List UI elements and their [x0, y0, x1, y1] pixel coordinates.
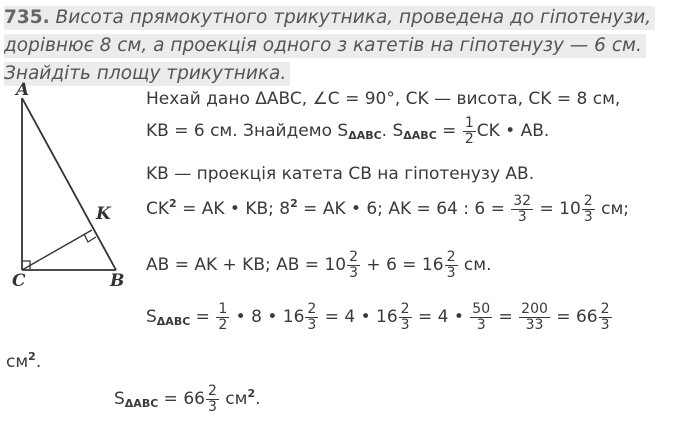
text-segment: . [35, 352, 42, 372]
fraction-numerator: 2 [400, 301, 410, 317]
fraction-denominator: 2 [218, 316, 228, 333]
text-segment: = 4 • 16 [319, 307, 398, 328]
fraction-denominator: 3 [207, 398, 217, 415]
solution-line-3: KB — проекція катета CB на гіпотенузу AB. [146, 164, 535, 184]
vertex-label-c: C [12, 271, 26, 291]
fraction [582, 194, 595, 224]
text-segment: = AK • 6; AK = 64 : 6 = [297, 199, 511, 220]
fraction-numerator: 1 [218, 301, 228, 317]
text-segment: AB = AK + KB; AB = 10 [146, 255, 347, 276]
fraction-denominator: 3 [517, 208, 527, 225]
subscript: ΔABC [156, 315, 191, 329]
text-segment: см [219, 389, 248, 410]
problem-number: 735. [4, 7, 50, 28]
fraction [463, 116, 476, 146]
solution-line-1: Нехай дано ΔABC, ∠C = 90°, CK — висота, CK = 8 см, [146, 89, 621, 109]
vertex-label-k: K [96, 204, 111, 224]
fraction [206, 384, 219, 414]
fraction-numerator: 2 [207, 383, 217, 399]
text-segment: S [146, 307, 157, 328]
text-segment: + 6 = 16 [361, 255, 444, 276]
superscript: 2 [247, 387, 256, 401]
superscript: 2 [169, 197, 177, 211]
fraction-denominator: 3 [307, 316, 317, 333]
fraction-numerator: 32 [513, 193, 532, 209]
text-segment: CK • AB. [476, 121, 550, 142]
text-segment: . [255, 389, 261, 410]
text-segment: см [6, 352, 29, 372]
fraction-denominator: 3 [476, 316, 486, 333]
fraction-denominator: 3 [600, 316, 610, 333]
subscript: ΔABC [348, 129, 382, 143]
text-segment: CK [146, 199, 170, 220]
text-segment: KB = 6 см. Знайдемо S [146, 121, 349, 142]
solution-line-8 [114, 384, 261, 414]
fraction-denominator: 2 [464, 130, 474, 147]
text-segment: = AK • KB; 8 [176, 199, 291, 220]
fraction-numerator: 2 [349, 249, 359, 265]
fraction [470, 302, 492, 332]
text-segment: = [436, 121, 462, 142]
fraction-numerator: 2 [307, 301, 317, 317]
problem-line-3: Знайдіть площу трикутника. [4, 62, 290, 86]
text-segment: = 66 [550, 307, 598, 328]
fraction [305, 302, 318, 332]
superscript: 2 [28, 350, 36, 363]
solution-line-2 [146, 116, 549, 146]
superscript: 2 [290, 197, 298, 211]
text-segment: см; [595, 199, 629, 220]
text-segment: • 8 • 16 [230, 307, 305, 328]
right-angle-mark-k [84, 234, 96, 242]
fraction-denominator: 3 [349, 264, 359, 281]
fraction [519, 302, 550, 332]
fraction [399, 302, 412, 332]
solution-line-4 [146, 194, 629, 224]
side-ab [22, 98, 116, 270]
text-segment: = 10 [534, 199, 581, 220]
triangle-diagram [8, 84, 138, 294]
problem-line-1 [4, 6, 655, 30]
fraction [347, 250, 360, 280]
fraction [511, 194, 533, 224]
fraction [445, 250, 458, 280]
text-segment: = [190, 307, 216, 328]
fraction-numerator: 2 [446, 249, 456, 265]
solution-line-5 [146, 250, 491, 280]
text-segment: см. [458, 255, 492, 276]
fraction-denominator: 3 [446, 264, 456, 281]
fraction-numerator: 2 [600, 301, 610, 317]
fraction-numerator: 200 [521, 301, 548, 317]
fraction-numerator: 50 [472, 301, 491, 317]
problem-line-2: дорівнює 8 см, а проекція одного з катетів на гіпотенузу — 6 см. [4, 34, 646, 58]
fraction-numerator: 1 [464, 115, 474, 131]
triangle-figure [8, 80, 138, 294]
fraction-numerator: 2 [583, 193, 593, 209]
text-segment: . S [381, 121, 404, 142]
solution-line-7 [6, 350, 41, 372]
fraction-denominator: 3 [400, 316, 410, 333]
vertex-label-b: B [110, 271, 125, 291]
fraction-denominator: 33 [525, 316, 544, 333]
text-segment: = 4 • [412, 307, 470, 328]
altitude-ck [22, 230, 92, 270]
subscript: ΔABC [403, 129, 437, 143]
vertex-label-a: A [16, 80, 30, 100]
fraction [599, 302, 612, 332]
text-segment: S [114, 389, 125, 410]
text-segment: = [493, 307, 519, 328]
text-segment: = 66 [158, 389, 205, 410]
subscript: ΔABC [124, 397, 159, 411]
fraction [216, 302, 229, 332]
problem-text-1: Висота прямокутного трикутника, проведена до гіпотенузи, [55, 7, 652, 28]
fraction-denominator: 3 [583, 208, 593, 225]
solution-line-6 [146, 302, 613, 332]
